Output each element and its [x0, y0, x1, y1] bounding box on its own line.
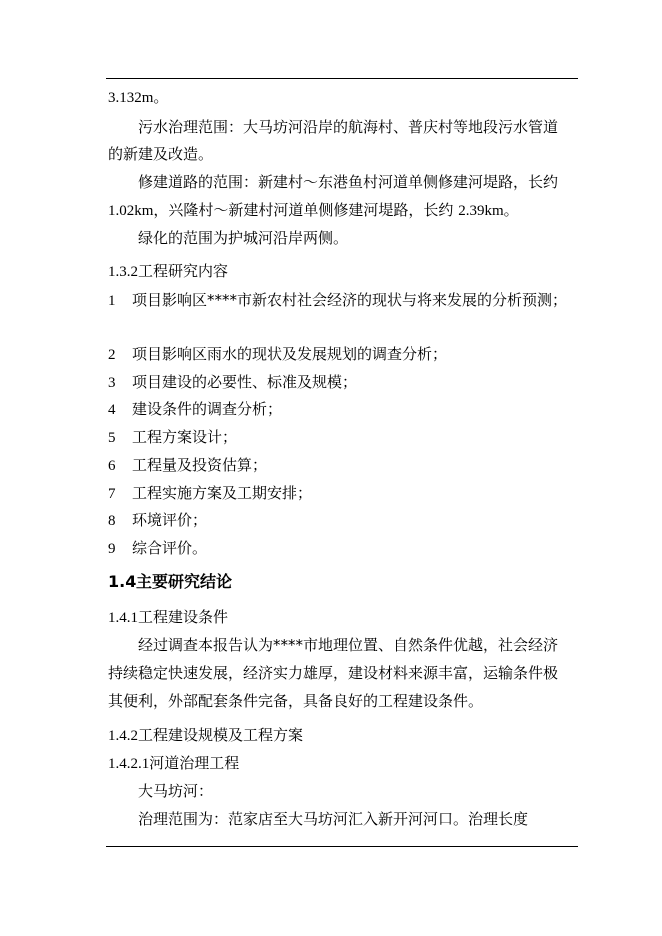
- section-heading-1-4: [108, 572, 232, 592]
- list-item: [108, 455, 267, 476]
- section-heading-1-4-2: [108, 725, 303, 746]
- list-text: 项目影响区雨水的现状及发展规划的调查分析；: [132, 345, 448, 363]
- footer-rule: [106, 846, 578, 847]
- length-value: 1.02km: [108, 203, 154, 219]
- text-line: 其便利，外部配套条件完备，具备良好的工程建设条件。: [108, 692, 484, 710]
- text-line: 的新建及改造。: [108, 145, 214, 163]
- list-number: 7: [108, 486, 116, 502]
- section-number: 1.3.2: [108, 264, 138, 280]
- list-text: 工程方案设计；: [132, 428, 238, 446]
- text-line: 持续稳定快速发展，经济实力雄厚，建设材料来源丰富，运输条件极: [108, 664, 559, 682]
- list-item: [108, 538, 207, 559]
- section-heading-1-4-2-1: [108, 753, 239, 774]
- list-item: [108, 427, 237, 448]
- text-line: 3.132m。: [108, 90, 169, 106]
- text-segment: 。: [503, 201, 519, 219]
- section-title: 工程研究内容: [138, 262, 229, 280]
- list-text: 项目建设的必要性、标准及规模；: [132, 373, 358, 391]
- list-number: 1: [108, 293, 116, 309]
- list-number: 9: [108, 541, 116, 557]
- list-item: [108, 344, 447, 365]
- section-title: 主要研究结论: [136, 572, 233, 591]
- list-text: 建设条件的调查分析；: [132, 400, 283, 418]
- list-number: 3: [108, 375, 116, 391]
- list-item: [108, 510, 207, 531]
- section-heading-1-4-1: [108, 607, 228, 628]
- list-number: 4: [108, 402, 116, 418]
- section-title: 工程建设规模及工程方案: [138, 726, 304, 744]
- list-text: 综合评价。: [132, 539, 208, 557]
- list-number: 2: [108, 347, 116, 363]
- text-line: 污水治理范围：大马坊河沿岸的航海村、普庆村等地段污水管道: [138, 118, 559, 136]
- list-item: [108, 483, 312, 504]
- list-number: 8: [108, 513, 116, 529]
- section-number: 1.4.1: [108, 610, 138, 626]
- list-item: [108, 290, 567, 311]
- length-value: 2.39km: [458, 203, 504, 219]
- list-number: 6: [108, 458, 116, 474]
- list-text: 环境评价；: [132, 511, 208, 529]
- text-segment: ，兴隆村～新建村河道单侧修建河堤路，长约: [153, 201, 459, 219]
- section-number: 1.4: [108, 572, 137, 591]
- list-item: [108, 372, 357, 393]
- section-title: 河道治理工程: [149, 754, 240, 772]
- list-item: [108, 399, 282, 420]
- text-line: 大马坊河：: [138, 782, 214, 800]
- list-number: 5: [108, 430, 116, 446]
- text-line: 经过调查本报告认为****市地理位置、自然条件优越，社会经济: [138, 636, 559, 654]
- section-heading-1-3-2: [108, 261, 228, 282]
- text-line: 修建道路的范围：新建村～东港鱼村河道单侧修建河堤路，长约: [138, 173, 559, 191]
- section-number: 1.4.2.1: [108, 756, 150, 772]
- text-line: 绿化的范围为护城河沿岸两侧。: [138, 229, 349, 247]
- text-line: 治理范围为：范家店至大马坊河汇入新开河河口。治理长度: [138, 810, 529, 828]
- list-text: 项目影响区****市新农村社会经济的现状与将来发展的分析预测；: [132, 291, 568, 309]
- section-title: 工程建设条件: [138, 608, 229, 626]
- text-line: [108, 200, 519, 221]
- section-number: 1.4.2: [108, 728, 138, 744]
- list-text: 工程量及投资估算；: [132, 456, 268, 474]
- list-text: 工程实施方案及工期安排；: [132, 484, 313, 502]
- header-rule: [106, 78, 578, 79]
